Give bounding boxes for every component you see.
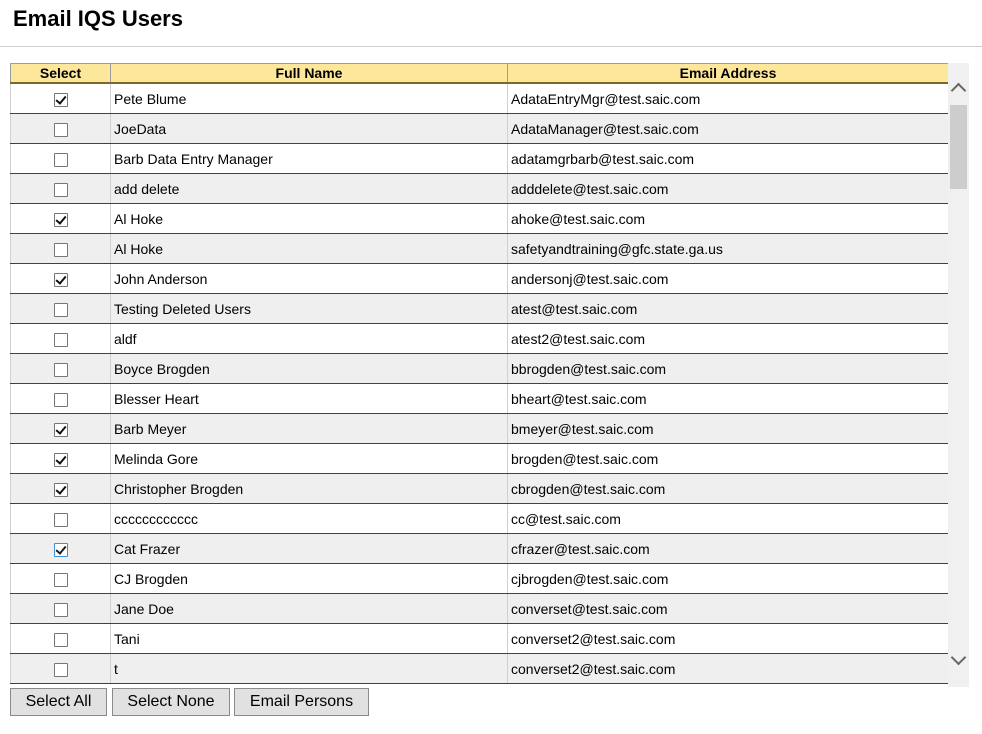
select-checkbox[interactable] <box>54 603 68 617</box>
email-address-cell: andersonj@test.saic.com <box>508 264 949 294</box>
email-address-cell: cc@test.saic.com <box>508 504 949 534</box>
email-address-cell: bbrogden@test.saic.com <box>508 354 949 384</box>
email-persons-button[interactable]: Email Persons <box>234 688 369 716</box>
table-row <box>11 654 949 684</box>
table-header-row <box>11 64 949 84</box>
email-address-cell: converset@test.saic.com <box>508 594 949 624</box>
table-row <box>11 114 949 144</box>
select-checkbox[interactable] <box>54 633 68 647</box>
select-checkbox[interactable] <box>54 303 68 317</box>
table-row <box>11 564 949 594</box>
table-row <box>11 444 949 474</box>
email-address-cell: cfrazer@test.saic.com <box>508 534 949 564</box>
table-row <box>11 354 949 384</box>
table-row <box>11 234 949 264</box>
select-checkbox[interactable] <box>54 543 68 557</box>
table-row <box>11 264 949 294</box>
page-title: Email IQS Users <box>13 6 183 31</box>
email-address-cell: converset2@test.saic.com <box>508 654 949 684</box>
select-checkbox[interactable] <box>54 513 68 527</box>
column-header-select[interactable]: Select <box>11 64 111 84</box>
select-cell <box>11 564 111 594</box>
column-header-email[interactable]: Email Address <box>508 64 949 84</box>
select-cell <box>11 294 111 324</box>
select-cell <box>11 444 111 474</box>
select-checkbox[interactable] <box>54 243 68 257</box>
title-divider <box>0 46 982 47</box>
users-table <box>10 63 948 684</box>
full-name-cell: Tani <box>111 624 508 654</box>
select-cell <box>11 534 111 564</box>
select-checkbox[interactable] <box>54 93 68 107</box>
select-cell <box>11 144 111 174</box>
email-address-cell: adddelete@test.saic.com <box>508 174 949 204</box>
full-name-cell: Pete Blume <box>111 83 508 114</box>
grid-scrollbar[interactable] <box>948 63 969 687</box>
select-none-button[interactable]: Select None <box>112 688 230 716</box>
email-address-cell: safetyandtraining@gfc.state.ga.us <box>508 234 949 264</box>
table-row <box>11 594 949 624</box>
select-checkbox[interactable] <box>54 333 68 347</box>
select-cell <box>11 624 111 654</box>
full-name-cell: cccccccccccc <box>111 504 508 534</box>
chevron-down-icon[interactable] <box>948 647 969 671</box>
select-checkbox[interactable] <box>54 183 68 197</box>
select-checkbox[interactable] <box>54 273 68 287</box>
select-cell <box>11 83 111 114</box>
table-row <box>11 474 949 504</box>
full-name-cell: Testing Deleted Users <box>111 294 508 324</box>
email-address-cell: cbrogden@test.saic.com <box>508 474 949 504</box>
select-cell <box>11 264 111 294</box>
table-row <box>11 624 949 654</box>
full-name-cell: Al Hoke <box>111 234 508 264</box>
select-checkbox[interactable] <box>54 423 68 437</box>
email-address-cell: converset2@test.saic.com <box>508 624 949 654</box>
full-name-cell: Melinda Gore <box>111 444 508 474</box>
select-checkbox[interactable] <box>54 213 68 227</box>
table-row <box>11 174 949 204</box>
full-name-cell: CJ Brogden <box>111 564 508 594</box>
select-all-button[interactable]: Select All <box>10 688 107 716</box>
full-name-cell: t <box>111 654 508 684</box>
column-header-full-name[interactable]: Full Name <box>111 64 508 84</box>
select-cell <box>11 204 111 234</box>
email-address-cell: atest@test.saic.com <box>508 294 949 324</box>
full-name-cell: Barb Meyer <box>111 414 508 444</box>
select-checkbox[interactable] <box>54 663 68 677</box>
email-address-cell: brogden@test.saic.com <box>508 444 949 474</box>
table-row <box>11 144 949 174</box>
select-checkbox[interactable] <box>54 123 68 137</box>
table-row <box>11 204 949 234</box>
full-name-cell: Cat Frazer <box>111 534 508 564</box>
select-cell <box>11 414 111 444</box>
full-name-cell: aldf <box>111 324 508 354</box>
select-cell <box>11 234 111 264</box>
select-cell <box>11 504 111 534</box>
full-name-cell: Barb Data Entry Manager <box>111 144 508 174</box>
select-cell <box>11 594 111 624</box>
chevron-up-icon[interactable] <box>948 77 969 101</box>
full-name-cell: John Anderson <box>111 264 508 294</box>
select-cell <box>11 354 111 384</box>
email-address-cell: bmeyer@test.saic.com <box>508 414 949 444</box>
select-cell <box>11 174 111 204</box>
select-checkbox[interactable] <box>54 453 68 467</box>
select-checkbox[interactable] <box>54 573 68 587</box>
email-address-cell: atest2@test.saic.com <box>508 324 949 354</box>
select-checkbox[interactable] <box>54 363 68 377</box>
select-checkbox[interactable] <box>54 393 68 407</box>
select-cell <box>11 384 111 414</box>
select-cell <box>11 324 111 354</box>
full-name-cell: Al Hoke <box>111 204 508 234</box>
email-address-cell: adatamgrbarb@test.saic.com <box>508 144 949 174</box>
select-checkbox[interactable] <box>54 153 68 167</box>
table-row <box>11 294 949 324</box>
users-grid <box>10 63 948 687</box>
table-row <box>11 504 949 534</box>
table-row <box>11 83 949 114</box>
table-row <box>11 414 949 444</box>
full-name-cell: JoeData <box>111 114 508 144</box>
email-address-cell: bheart@test.saic.com <box>508 384 949 414</box>
table-row <box>11 324 949 354</box>
email-address-cell: AdataManager@test.saic.com <box>508 114 949 144</box>
full-name-cell: Blesser Heart <box>111 384 508 414</box>
select-checkbox[interactable] <box>54 483 68 497</box>
table-row <box>11 534 949 564</box>
select-cell <box>11 474 111 504</box>
full-name-cell: Boyce Brogden <box>111 354 508 384</box>
email-address-cell: ahoke@test.saic.com <box>508 204 949 234</box>
full-name-cell: Jane Doe <box>111 594 508 624</box>
full-name-cell: add delete <box>111 174 508 204</box>
full-name-cell: Christopher Brogden <box>111 474 508 504</box>
select-cell <box>11 114 111 144</box>
select-cell <box>11 654 111 684</box>
email-address-cell: AdataEntryMgr@test.saic.com <box>508 83 949 114</box>
email-address-cell: cjbrogden@test.saic.com <box>508 564 949 594</box>
table-row <box>11 384 949 414</box>
scrollbar-thumb[interactable] <box>950 105 967 189</box>
